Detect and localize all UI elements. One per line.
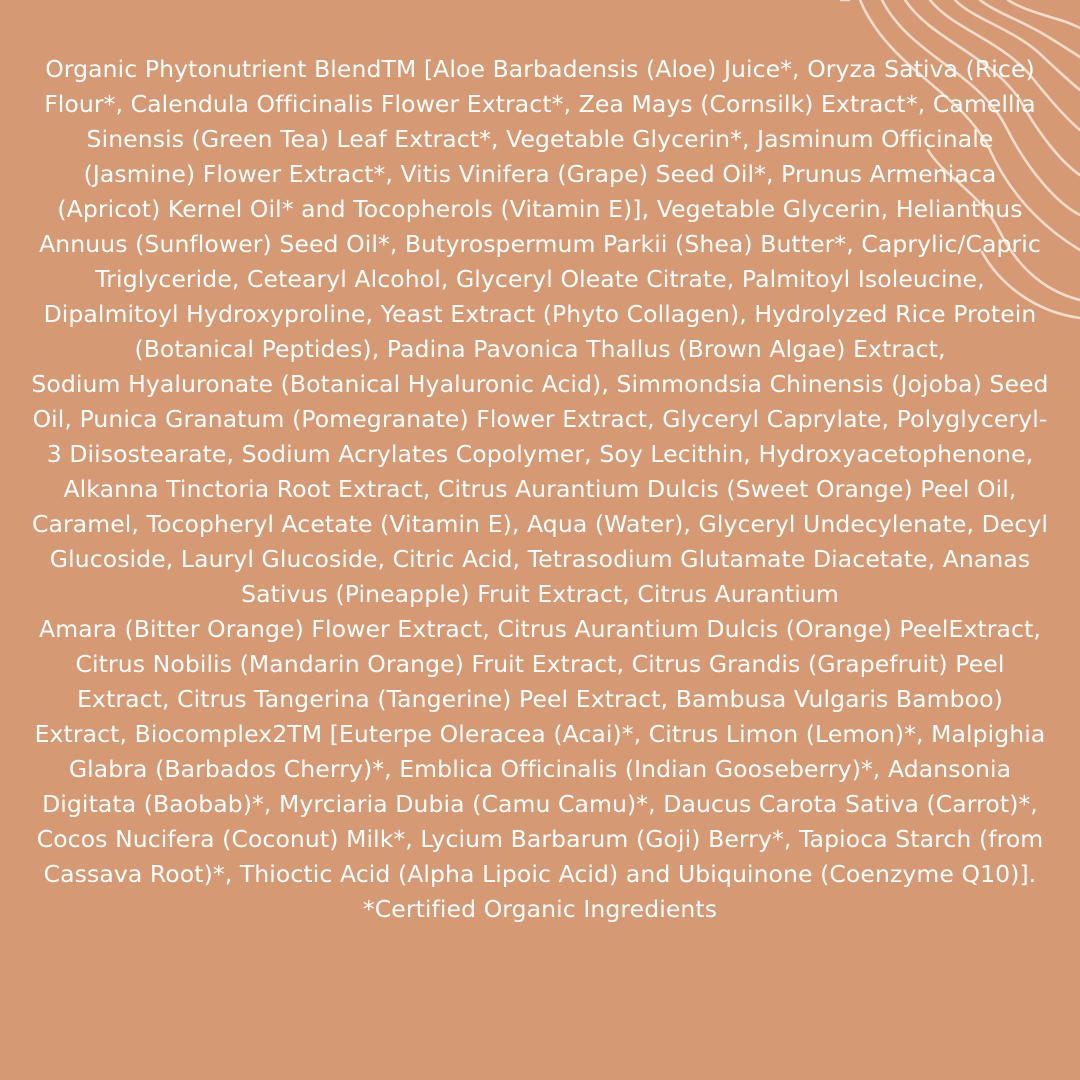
ingredients-paragraph-1: Organic Phytonutrient BlendTM [Aloe Barbadensis (Aloe) Juice*, Oryza Sativa (Rice) Flour*, Calendula Officinalis Flower Extract*, Zea Mays (Cornsilk) Extract*, Camellia Sinensis (Green Tea) Leaf Extract*, Vegetable Glycerin*, Jasminum Officinale (Jasmine) Flower Extract*, Vitis Vinifera (Grape) Seed Oil*, Prunus Armeniaca (Apricot) Kernel Oil* and Tocopherols (Vitamin E)], Vegetable Glycerin, Helianthus Annuus (Sunflower) Seed Oil*, Butyrospermum Parkii (Shea) Butter*, Caprylic/Capric Triglyceride, Cetearyl Alcohol, Glyceryl Oleate Citrate, Palmitoyl Isoleucine, Dipalmitoyl Hydroxyproline, Yeast Extract (Phyto Collagen), Hydrolyzed Rice Protein (Botanical Peptides), Padina Pavonica Thallus (Brown Algae) Extract, (39, 55, 1041, 363)
ingredients-paragraph-3: Amara (Bitter Orange) Flower Extract, Citrus Aurantium Dulcis (Orange) PeelExtract, Citrus Nobilis (Mandarin Orange) Fruit Extract, Citrus Grandis (Grapefruit) Peel Extract, Citrus Tangerina (Tangerine) Peel Extract, Bambusa Vulgaris Bamboo) Extract, Biocomplex2TM [Euterpe Oleracea (Acai)*, Citrus Limon (Lemon)*, Malpighia Glabra (Barbados Cherry)*, Emblica Officinalis (Indian Gooseberry)*, Adansonia Digitata (Baobab)*, Myrciaria Dubia (Camu Camu)*, Daucus Carota Sativa (Carrot)*, Cocos Nucifera (Coconut) Milk*, Lycium Barbarum (Goji) Berry*, Tapioca Starch (from Cassava Root)*, Thioctic Acid (Alpha Lipoic Acid) and Ubiquinone (Coenzyme Q10)]. (34, 615, 1046, 888)
ingredients-list (30, 52, 1050, 927)
certified-organic-footnote: *Certified Organic Ingredients (362, 895, 718, 923)
ingredients-paragraph-2: Sodium Hyaluronate (Botanical Hyaluronic Acid), Simmondsia Chinensis (Jojoba) Seed Oil, Punica Granatum (Pomegranate) Flower Extract, Glyceryl Caprylate, Polyglyceryl-3 Diisostearate, Sodium Acrylates Copolymer, Soy Lecithin, Hydroxyacetophenone, Alkanna Tinctoria Root Extract, Citrus Aurantium Dulcis (Sweet Orange) Peel Oil, Caramel, Tocopheryl Acetate (Vitamin E), Aqua (Water), Glyceryl Undecylenate, Decyl Glucoside, Lauryl Glucoside, Citric Acid, Tetrasodium Glutamate Diacetate, Ananas Sativus (Pineapple) Fruit Extract, Citrus Aurantium (31, 370, 1049, 608)
